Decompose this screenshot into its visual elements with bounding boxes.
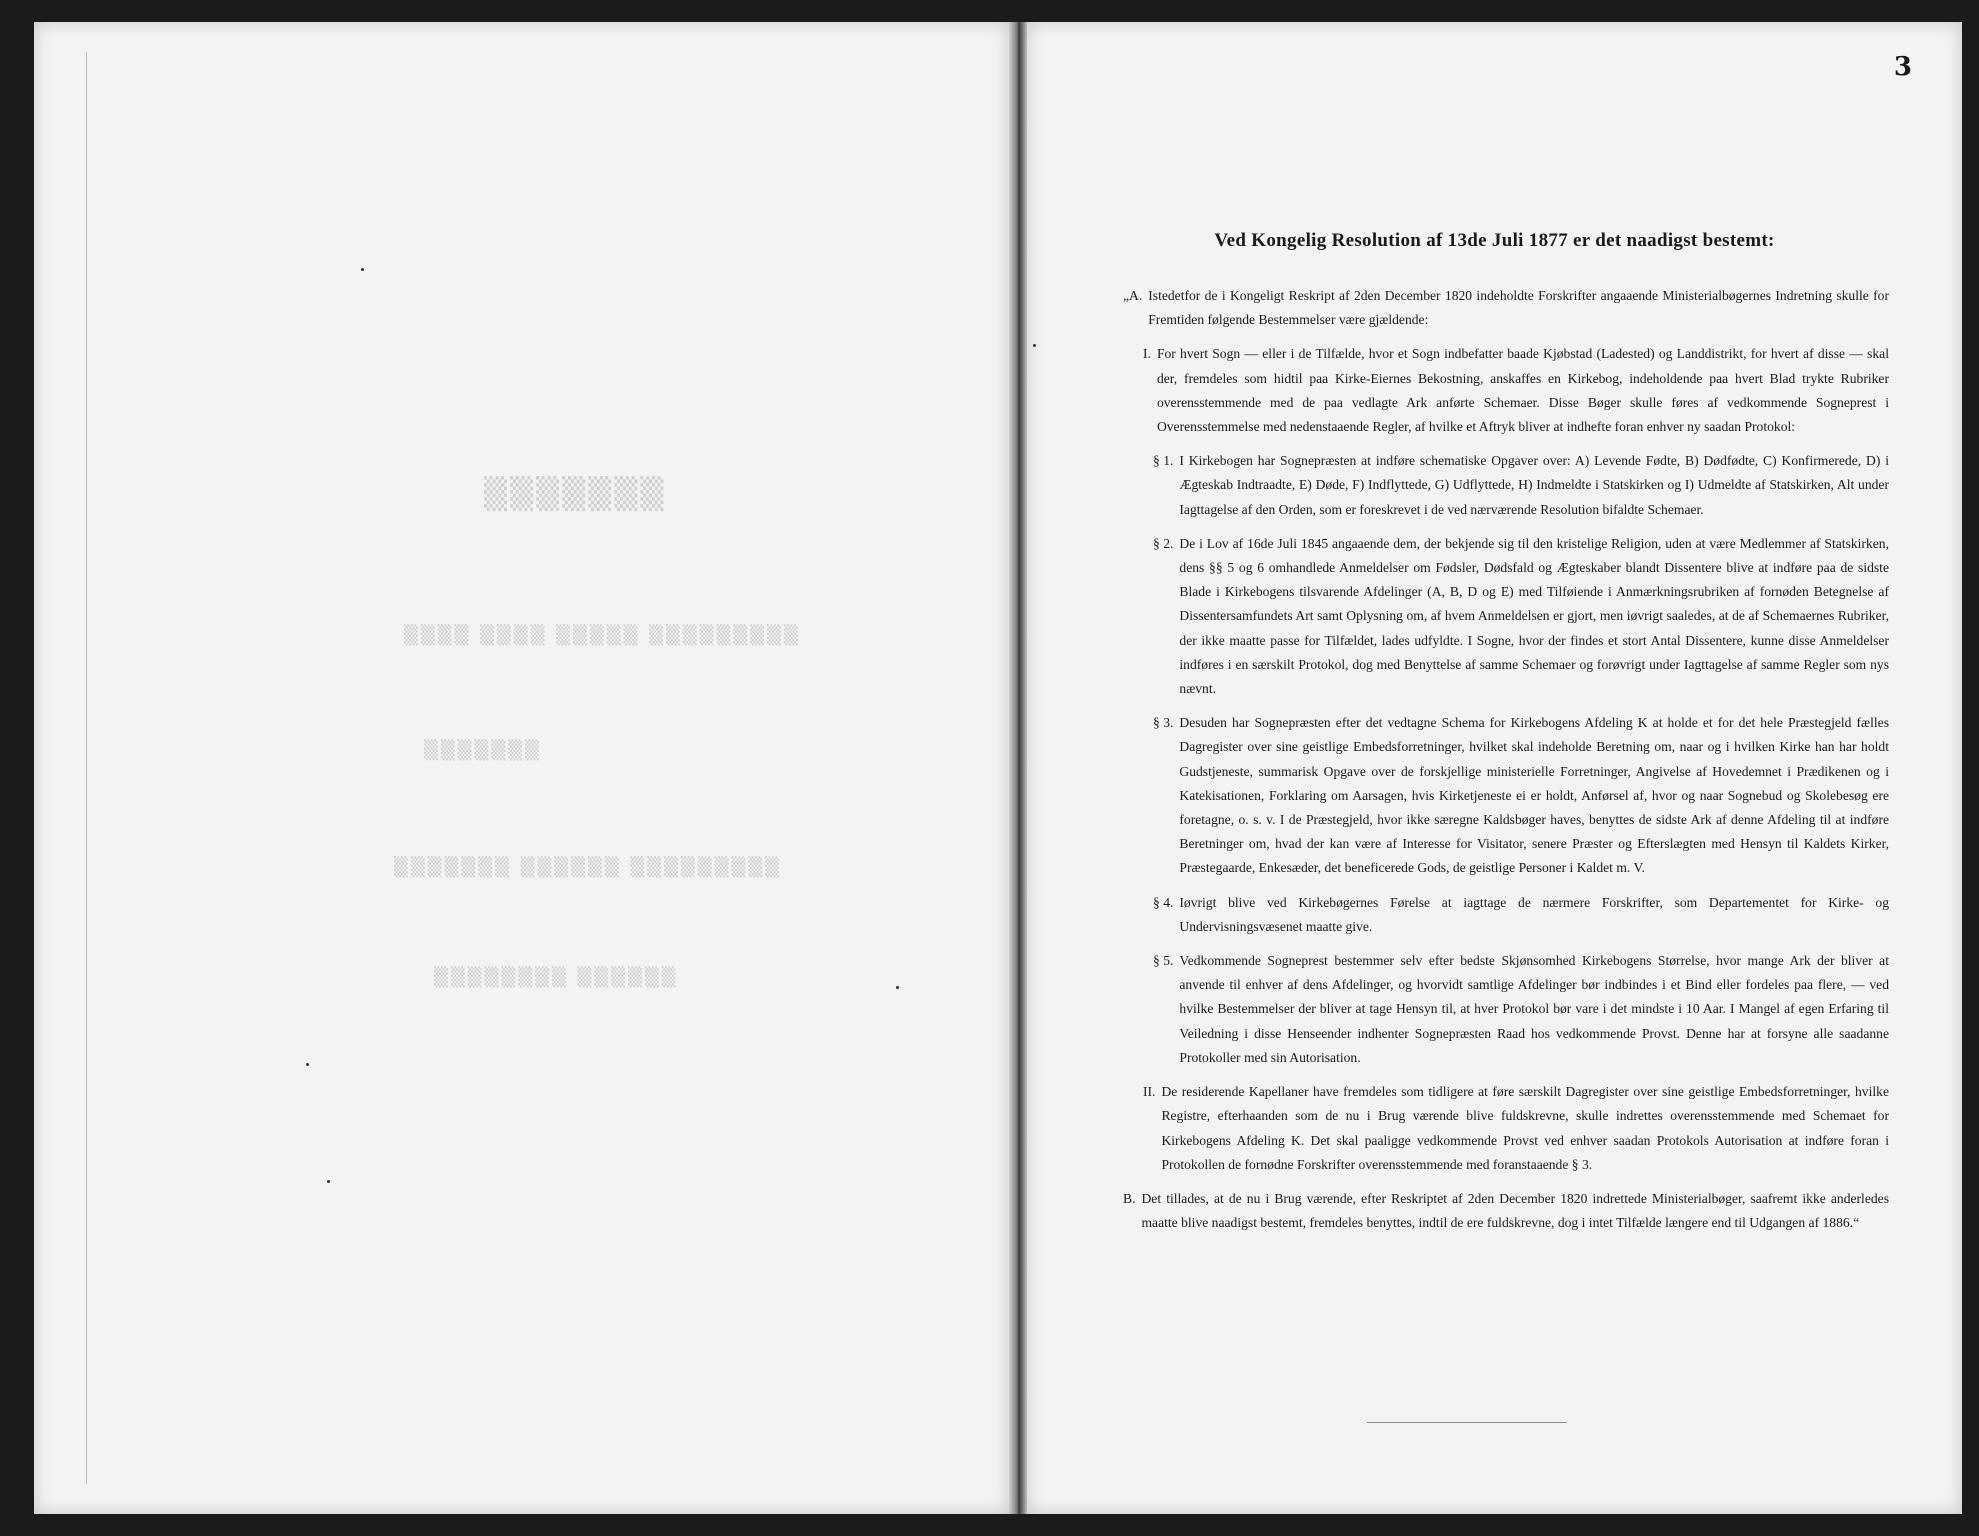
section-label: § 2. xyxy=(1153,535,1174,551)
section-text: Iøvrigt blive ved Kirkebøgernes Førelse at iagttage de nærmere Forskrifter, som Departementet for Kirke- og Undervisningsvæsenet maatte give. xyxy=(1179,894,1889,934)
paragraph-label: „A. xyxy=(1123,288,1143,303)
left-page xyxy=(34,22,1009,1514)
section-label: § 1. xyxy=(1153,453,1174,469)
bleed-through-text: ▒▒▒▒▒▒▒▒ ▒▒▒▒▒▒ xyxy=(434,967,679,988)
bleed-through-text: ▒▒▒▒▒▒▒ xyxy=(424,740,542,761)
section-5 xyxy=(1123,949,1889,1070)
closing-rule xyxy=(1367,1422,1567,1423)
bleed-through-text: ▒▒▒▒▒▒▒ xyxy=(484,477,667,512)
speck xyxy=(361,268,364,271)
paragraph-text: De residerende Kapellaner have fremdeles som tidligere at føre særskilt Dagregister over sine geistlige Embedsforretninger, hvilke Registre, efterhaanden som de nu i Brug værende blive fuldskrevne, skulle indrettes overensstemmende med Schemaet for Kirkebogens Afdeling K. Det skal paaligge vedkommende Provst ved enhver saadan Protokols Autorisation at indføre foran i Protokollen de fornødne Forskrifter overensstemmende med foranstaaende § 3. xyxy=(1161,1084,1889,1172)
section-3 xyxy=(1123,711,1889,880)
section-label: § 4. xyxy=(1153,894,1174,910)
paragraph-text: Istedetfor de i Kongeligt Reskript af 2den December 1820 indeholdte Forskrifter angaaende Ministerialbøgernes Indretning skulle for Fremtiden følgende Bestemmelser være gjældende: xyxy=(1148,288,1889,328)
paragraph-i xyxy=(1123,342,1889,439)
paragraph-text: Det tillades, at de nu i Brug værende, efter Reskriptet af 2den December 1820 indrettede Ministerialbøger, saafremt ikke anderledes maatte blive naadigst bestemt, fremdeles benyttes, indtil de ere fuldskrevne, dog i intet Tilfælde længere end til Udgangen af 1886.“ xyxy=(1141,1190,1889,1231)
bleed-through-text: ▒▒▒▒▒▒▒ ▒▒▒▒▒▒ ▒▒▒▒▒▒▒▒▒ xyxy=(394,857,782,878)
section-text: De i Lov af 16de Juli 1845 angaaende dem, der bekjende sig til den kristelige Religion, uden at være Medlemmer af Statskirken, dens §§ 5 og 6 omhandlede Anmeldelser om Fødsler, Dødsfald og Ægteskaber blandt Dissentere blive at indføre paa de sidste Blade i Kirkebogens tilsvarende Afdelinger (A, B, D og E) med Tilføiende i Anmærkningsrubriken af fornøden Betegnelse af Dissentersamfundets Art samt Oplysning om, af hvem Anmeldelsen er gjort, men iøvrigt saaledes, at de af Schemaernes Rubriker, der ikke maatte passe for Tilfældet, lades udfyldte. I Sogne, hvor der findes et stort Antal Dissentere, kunne disse Anmeldelser indføres i en særskilt Protokol, dog med Benyttelse af samme Schemaer og forøvrigt under Iagttagelse af samme Regler som nys nævnt. xyxy=(1179,535,1889,697)
paragraph-a xyxy=(1123,284,1889,332)
right-page xyxy=(1027,22,1962,1514)
section-text: Vedkommende Sogneprest bestemmer selv efter bedste Skjønsomhed Kirkebogens Størrelse, hvor mange Ark der bliver at anvende til enhver af dens Afdelinger, og hvorvidt samtlige Afdelinger bør indbindes i et Bind eller fordeles paa flere, — ved hvilke Bestemmelser der bliver at tage Hensyn til, at hver Protokol bør vare i det mindste i 10 Aar. I Mangel af egen Erfaring til Veiledning i disse Henseender indhenter Sognepræsten Raad hos vedkommende Provst. Denne har at forsyne alle saadanne Protokoller med sin Autorisation. xyxy=(1179,953,1889,1065)
book-gutter xyxy=(1009,22,1027,1514)
speck xyxy=(306,1063,309,1066)
section-4 xyxy=(1123,891,1889,939)
speck xyxy=(1033,344,1036,347)
paragraph-label: I. xyxy=(1143,346,1151,362)
resolution-text xyxy=(1123,284,1889,1245)
paragraph-label: B. xyxy=(1123,1190,1136,1206)
paragraph-ii xyxy=(1123,1080,1889,1177)
margin-rule xyxy=(86,52,87,1484)
section-2 xyxy=(1123,532,1889,701)
page-heading: Ved Kongelig Resolution af 13de Juli 1877 er det naadigst bestemt: xyxy=(1214,230,1775,251)
bleed-through-text: ▒▒▒▒ ▒▒▒▒ ▒▒▒▒▒ ▒▒▒▒▒▒▒▒▒ xyxy=(404,625,801,646)
section-label: § 5. xyxy=(1153,953,1174,969)
section-text: I Kirkebogen har Sognepræsten at indføre schematiske Opgaver over: A) Levende Fødte, B) Dødfødte, C) Konfirmerede, D) i Ægteskab Indtraadte, E) Døde, F) Indflyttede, G) Udflyttede, H) Indmeldte i Statskirken og I) Udmeldte af Statskirken, Alt under Iagttagelse af den Orden, som er foreskrevet i de ved nærværende Resolution bifaldte Schemaer. xyxy=(1179,453,1889,517)
paragraph-label: II. xyxy=(1143,1084,1156,1100)
section-text: Desuden har Sognepræsten efter det vedtagne Schema for Kirkebogens Afdeling K at holde et for det hele Præstegjeld fælles Dagregister over sine geistlige Embedsforretninger, hvilket skal indeholde Beretning om, naar og i hvilken Kirke han har holdt Gudstjeneste, summarisk Opgave over de forskjellige ministerielle Forretninger, Angivelse af Hovedemnet i Prædikenen og i Katekisationen, Forklaring om Aarsagen, hvis Kirketjeneste ei er holdt, Anførsel af, hvor og naar Sognebud og Skolebesøg ere foretagne, o. s. v. I de Præstegjeld, hvor ikke særegne Kaldsbøger haves, benyttes de sidste Ark af denne Afdeling til at indføre Beretninger om, hvad der kan være af Interesse for Visitator, senere Præster og Efterslægten med Hensyn til Kaldets Kirker, Præstegaarde, Enkesæder, det beneficerede Gods, de geistlige Personer i Kaldet m. V. xyxy=(1179,715,1889,876)
section-label: § 3. xyxy=(1153,715,1174,731)
speck xyxy=(327,1180,330,1183)
paragraph-b xyxy=(1123,1187,1889,1235)
paragraph-text: For hvert Sogn — eller i de Tilfælde, hvor et Sogn indbefatter baade Kjøbstad (Ladested) og Landdistrikt, for hvert af disse — skal der, fremdeles som hidtil paa Kirke-Eiernes Bekostning, anskaffes en Kirkebog, indeholdende paa hvert Blad trykte Rubriker overensstemmende med de paa vedlagte Ark anførte Schemaer. Disse Bøger skulle føres af vedkommende Sogneprest i Overensstemmelse med nedenstaaende Regler, af hvilke et Aftryk bliver at indhefte foran enhver ny saadan Protokol: xyxy=(1156,346,1889,435)
page-number: 3 xyxy=(1893,52,1912,82)
speck xyxy=(896,986,899,989)
section-1 xyxy=(1123,449,1889,522)
